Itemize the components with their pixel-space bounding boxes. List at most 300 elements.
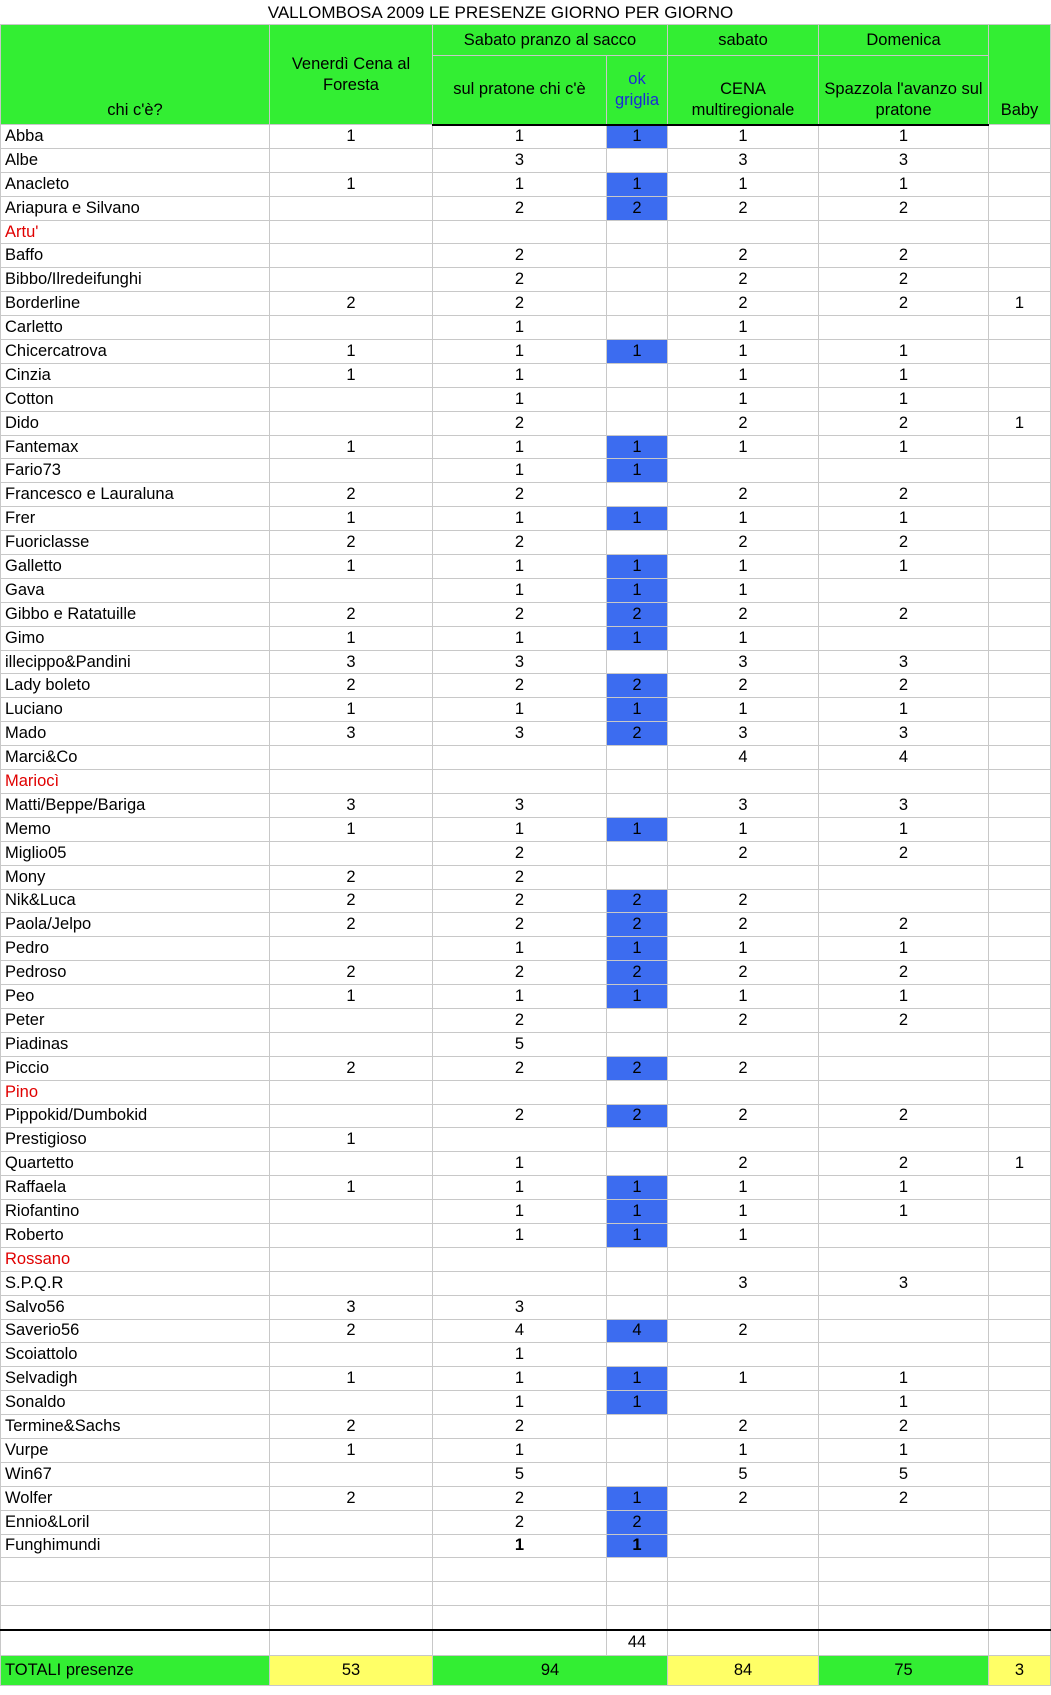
cell-griglia[interactable] bbox=[607, 148, 668, 172]
cell-cena[interactable]: 2 bbox=[668, 602, 819, 626]
cell-domenica[interactable]: 1 bbox=[819, 1391, 989, 1415]
cell-venerdi[interactable] bbox=[270, 1032, 433, 1056]
cell-pranzo[interactable]: 2 bbox=[433, 841, 607, 865]
cell-cena[interactable]: 2 bbox=[668, 1104, 819, 1128]
cell-venerdi[interactable]: 2 bbox=[270, 531, 433, 555]
cell-baby[interactable] bbox=[989, 793, 1051, 817]
cell-venerdi[interactable] bbox=[270, 148, 433, 172]
cell-cena[interactable]: 1 bbox=[668, 937, 819, 961]
cell-baby[interactable] bbox=[989, 1271, 1051, 1295]
cell-domenica[interactable] bbox=[819, 1558, 989, 1582]
header-chi[interactable]: chi c'è? bbox=[1, 25, 270, 125]
cell-griglia[interactable] bbox=[607, 1152, 668, 1176]
cell-cena[interactable]: 2 bbox=[668, 674, 819, 698]
header-ok-griglia[interactable] bbox=[607, 56, 668, 125]
cell-cena[interactable]: 1 bbox=[668, 1223, 819, 1247]
cell-venerdi[interactable] bbox=[270, 746, 433, 770]
cell-name[interactable]: Cotton bbox=[1, 387, 270, 411]
cell-griglia[interactable] bbox=[607, 1415, 668, 1439]
cell-domenica[interactable]: 1 bbox=[819, 937, 989, 961]
cell-domenica[interactable]: 1 bbox=[819, 340, 989, 364]
header-pratone[interactable]: sul pratone chi c'è bbox=[433, 56, 607, 125]
cell-venerdi[interactable] bbox=[270, 1223, 433, 1247]
cell-pranzo[interactable]: 1 bbox=[433, 1391, 607, 1415]
header-cena[interactable] bbox=[668, 56, 819, 125]
cell-name[interactable]: Bibbo/Ilredeifunghi bbox=[1, 268, 270, 292]
cell-venerdi[interactable]: 1 bbox=[270, 817, 433, 841]
cell-name[interactable]: Piccio bbox=[1, 1056, 270, 1080]
cell-griglia[interactable] bbox=[607, 1295, 668, 1319]
cell-domenica[interactable] bbox=[819, 459, 989, 483]
cell-cena[interactable]: 1 bbox=[668, 1438, 819, 1462]
cell-domenica[interactable] bbox=[819, 626, 989, 650]
cell-baby[interactable] bbox=[989, 1223, 1051, 1247]
cell-pranzo[interactable]: 1 bbox=[433, 316, 607, 340]
cell-venerdi[interactable] bbox=[270, 1558, 433, 1582]
cell-domenica[interactable] bbox=[819, 1295, 989, 1319]
cell-cena[interactable]: 1 bbox=[668, 125, 819, 149]
cell-baby[interactable] bbox=[989, 913, 1051, 937]
cell-pranzo[interactable]: 1 bbox=[433, 817, 607, 841]
cell-pranzo[interactable]: 1 bbox=[433, 626, 607, 650]
cell-pranzo[interactable]: 5 bbox=[433, 1462, 607, 1486]
cell-griglia[interactable] bbox=[607, 411, 668, 435]
cell-cena[interactable]: 4 bbox=[668, 746, 819, 770]
cell-pranzo[interactable]: 3 bbox=[433, 793, 607, 817]
cell-baby[interactable] bbox=[989, 1104, 1051, 1128]
cell-pranzo[interactable]: 2 bbox=[433, 674, 607, 698]
cell-venerdi[interactable] bbox=[270, 770, 433, 794]
cell-venerdi[interactable] bbox=[270, 937, 433, 961]
cell-name[interactable]: Funghimundi bbox=[1, 1534, 270, 1558]
cell-baby[interactable] bbox=[989, 387, 1051, 411]
cell-domenica[interactable]: 3 bbox=[819, 148, 989, 172]
cell-baby[interactable] bbox=[989, 1032, 1051, 1056]
cell-cena[interactable]: 2 bbox=[668, 1152, 819, 1176]
cell-cena[interactable]: 2 bbox=[668, 1008, 819, 1032]
cell-venerdi[interactable]: 1 bbox=[270, 340, 433, 364]
cell-cena[interactable]: 2 bbox=[668, 483, 819, 507]
cell-domenica[interactable]: 2 bbox=[819, 841, 989, 865]
cell-griglia[interactable]: 1 bbox=[607, 459, 668, 483]
cell-cena[interactable]: 3 bbox=[668, 722, 819, 746]
cell-venerdi[interactable]: 2 bbox=[270, 483, 433, 507]
cell-cena[interactable]: 1 bbox=[668, 578, 819, 602]
cell-pranzo[interactable]: 1 bbox=[433, 985, 607, 1009]
cell-name[interactable]: Pippokid/Dumbokid bbox=[1, 1104, 270, 1128]
cell-name[interactable]: Gimo bbox=[1, 626, 270, 650]
cell-domenica[interactable]: 4 bbox=[819, 746, 989, 770]
cell-pranzo[interactable] bbox=[433, 770, 607, 794]
cell-baby[interactable] bbox=[989, 1080, 1051, 1104]
cell-venerdi[interactable]: 1 bbox=[270, 1438, 433, 1462]
cell-venerdi[interactable]: 2 bbox=[270, 602, 433, 626]
cell-pranzo[interactable]: 2 bbox=[433, 1415, 607, 1439]
cell-domenica[interactable]: 1 bbox=[819, 507, 989, 531]
cell-name[interactable]: Riofantino bbox=[1, 1200, 270, 1224]
cell-name[interactable]: Vurpe bbox=[1, 1438, 270, 1462]
cell-pranzo[interactable]: 2 bbox=[433, 1056, 607, 1080]
cell-domenica[interactable]: 1 bbox=[819, 387, 989, 411]
cell-domenica[interactable]: 2 bbox=[819, 1104, 989, 1128]
cell-baby[interactable] bbox=[989, 1247, 1051, 1271]
cell-pranzo[interactable]: 1 bbox=[433, 1534, 607, 1558]
cell-baby[interactable] bbox=[989, 435, 1051, 459]
cell-griglia[interactable]: 1 bbox=[607, 435, 668, 459]
cell-pranzo[interactable]: 2 bbox=[433, 196, 607, 220]
cell-cena[interactable]: 2 bbox=[668, 292, 819, 316]
cell-baby[interactable] bbox=[989, 1415, 1051, 1439]
cell-venerdi[interactable]: 2 bbox=[270, 1415, 433, 1439]
cell-baby[interactable] bbox=[989, 626, 1051, 650]
sum-cell[interactable] bbox=[819, 1630, 989, 1656]
cell-cena[interactable]: 2 bbox=[668, 531, 819, 555]
header-sabato-pranzo[interactable]: Sabato pranzo al sacco bbox=[433, 25, 668, 56]
cell-baby[interactable]: 1 bbox=[989, 292, 1051, 316]
cell-domenica[interactable]: 3 bbox=[819, 722, 989, 746]
cell-pranzo[interactable] bbox=[433, 1247, 607, 1271]
cell-baby[interactable] bbox=[989, 1462, 1051, 1486]
cell-name[interactable]: Miglio05 bbox=[1, 841, 270, 865]
cell-name[interactable]: Artu' bbox=[1, 220, 270, 244]
cell-domenica[interactable] bbox=[819, 1582, 989, 1606]
cell-pranzo[interactable]: 1 bbox=[433, 435, 607, 459]
cell-name[interactable]: Raffaela bbox=[1, 1176, 270, 1200]
cell-name[interactable]: Borderline bbox=[1, 292, 270, 316]
cell-pranzo[interactable] bbox=[433, 746, 607, 770]
cell-domenica[interactable]: 2 bbox=[819, 1415, 989, 1439]
cell-domenica[interactable]: 2 bbox=[819, 961, 989, 985]
cell-baby[interactable] bbox=[989, 650, 1051, 674]
cell-name[interactable]: Chicercatrova bbox=[1, 340, 270, 364]
cell-venerdi[interactable] bbox=[270, 1008, 433, 1032]
sum-cell[interactable] bbox=[1, 1630, 270, 1656]
header-venerdi[interactable] bbox=[270, 25, 433, 125]
cell-cena[interactable]: 3 bbox=[668, 1271, 819, 1295]
cell-pranzo[interactable]: 2 bbox=[433, 411, 607, 435]
cell-baby[interactable] bbox=[989, 196, 1051, 220]
cell-griglia[interactable] bbox=[607, 1606, 668, 1630]
cell-griglia[interactable]: 1 bbox=[607, 1176, 668, 1200]
cell-domenica[interactable]: 2 bbox=[819, 411, 989, 435]
cell-baby[interactable] bbox=[989, 841, 1051, 865]
cell-name[interactable]: Frer bbox=[1, 507, 270, 531]
cell-baby[interactable] bbox=[989, 531, 1051, 555]
cell-baby[interactable] bbox=[989, 1510, 1051, 1534]
cell-baby[interactable] bbox=[989, 1056, 1051, 1080]
cell-venerdi[interactable] bbox=[270, 411, 433, 435]
cell-pranzo[interactable] bbox=[433, 1271, 607, 1295]
cell-baby[interactable] bbox=[989, 961, 1051, 985]
cell-baby[interactable] bbox=[989, 340, 1051, 364]
cell-domenica[interactable] bbox=[819, 889, 989, 913]
cell-venerdi[interactable]: 3 bbox=[270, 650, 433, 674]
cell-venerdi[interactable]: 1 bbox=[270, 1176, 433, 1200]
cell-cena[interactable] bbox=[668, 865, 819, 889]
cell-griglia[interactable] bbox=[607, 268, 668, 292]
cell-baby[interactable] bbox=[989, 746, 1051, 770]
header-domenica[interactable]: Domenica bbox=[819, 25, 989, 56]
cell-pranzo[interactable]: 4 bbox=[433, 1319, 607, 1343]
cell-venerdi[interactable] bbox=[270, 1200, 433, 1224]
cell-domenica[interactable]: 1 bbox=[819, 698, 989, 722]
cell-venerdi[interactable]: 2 bbox=[270, 961, 433, 985]
cell-name[interactable]: Scoiattolo bbox=[1, 1343, 270, 1367]
cell-baby[interactable] bbox=[989, 1582, 1051, 1606]
cell-griglia[interactable]: 1 bbox=[607, 507, 668, 531]
cell-venerdi[interactable] bbox=[270, 1343, 433, 1367]
cell-name[interactable]: Dido bbox=[1, 411, 270, 435]
cell-griglia[interactable]: 1 bbox=[607, 340, 668, 364]
cell-domenica[interactable]: 2 bbox=[819, 196, 989, 220]
cell-griglia[interactable]: 2 bbox=[607, 961, 668, 985]
cell-venerdi[interactable] bbox=[270, 459, 433, 483]
cell-domenica[interactable]: 2 bbox=[819, 244, 989, 268]
cell-domenica[interactable]: 1 bbox=[819, 985, 989, 1009]
cell-baby[interactable] bbox=[989, 602, 1051, 626]
cell-cena[interactable] bbox=[668, 1582, 819, 1606]
cell-griglia[interactable]: 1 bbox=[607, 1223, 668, 1247]
cell-baby[interactable] bbox=[989, 1319, 1051, 1343]
cell-cena[interactable] bbox=[668, 220, 819, 244]
cell-griglia[interactable] bbox=[607, 220, 668, 244]
cell-griglia[interactable] bbox=[607, 483, 668, 507]
cell-cena[interactable] bbox=[668, 1606, 819, 1630]
cell-cena[interactable] bbox=[668, 1343, 819, 1367]
cell-pranzo[interactable]: 2 bbox=[433, 531, 607, 555]
cell-pranzo[interactable] bbox=[433, 1558, 607, 1582]
cell-griglia[interactable]: 1 bbox=[607, 1534, 668, 1558]
cell-cena[interactable]: 1 bbox=[668, 817, 819, 841]
cell-baby[interactable] bbox=[989, 125, 1051, 149]
cell-cena[interactable]: 2 bbox=[668, 196, 819, 220]
cell-pranzo[interactable]: 2 bbox=[433, 244, 607, 268]
cell-cena[interactable]: 2 bbox=[668, 1319, 819, 1343]
cell-name[interactable]: Luciano bbox=[1, 698, 270, 722]
cell-baby[interactable] bbox=[989, 865, 1051, 889]
cell-venerdi[interactable] bbox=[270, 1271, 433, 1295]
cell-venerdi[interactable]: 1 bbox=[270, 698, 433, 722]
cell-pranzo[interactable] bbox=[433, 220, 607, 244]
cell-griglia[interactable] bbox=[607, 531, 668, 555]
cell-pranzo[interactable]: 1 bbox=[433, 387, 607, 411]
cell-cena[interactable] bbox=[668, 1391, 819, 1415]
cell-pranzo[interactable]: 1 bbox=[433, 1438, 607, 1462]
total-sabato-cena[interactable]: 84 bbox=[668, 1655, 819, 1685]
cell-domenica[interactable] bbox=[819, 220, 989, 244]
cell-griglia[interactable] bbox=[607, 292, 668, 316]
cell-cena[interactable]: 1 bbox=[668, 172, 819, 196]
cell-cena[interactable]: 2 bbox=[668, 244, 819, 268]
cell-venerdi[interactable] bbox=[270, 1582, 433, 1606]
cell-cena[interactable] bbox=[668, 770, 819, 794]
cell-griglia[interactable]: 1 bbox=[607, 698, 668, 722]
cell-domenica[interactable] bbox=[819, 770, 989, 794]
cell-cena[interactable]: 1 bbox=[668, 435, 819, 459]
cell-pranzo[interactable]: 1 bbox=[433, 363, 607, 387]
cell-griglia[interactable]: 2 bbox=[607, 674, 668, 698]
cell-baby[interactable] bbox=[989, 172, 1051, 196]
cell-griglia[interactable] bbox=[607, 1080, 668, 1104]
cell-griglia[interactable]: 1 bbox=[607, 555, 668, 579]
cell-cena[interactable]: 2 bbox=[668, 1415, 819, 1439]
cell-baby[interactable] bbox=[989, 578, 1051, 602]
cell-venerdi[interactable]: 1 bbox=[270, 985, 433, 1009]
total-domenica[interactable]: 75 bbox=[819, 1655, 989, 1685]
cell-name[interactable]: Ennio&Loril bbox=[1, 1510, 270, 1534]
cell-pranzo[interactable]: 2 bbox=[433, 1104, 607, 1128]
cell-cena[interactable]: 1 bbox=[668, 1367, 819, 1391]
cell-venerdi[interactable]: 2 bbox=[270, 1319, 433, 1343]
cell-cena[interactable] bbox=[668, 1080, 819, 1104]
cell-domenica[interactable]: 1 bbox=[819, 1200, 989, 1224]
cell-griglia[interactable] bbox=[607, 1558, 668, 1582]
cell-griglia[interactable]: 2 bbox=[607, 196, 668, 220]
cell-name[interactable]: Peo bbox=[1, 985, 270, 1009]
cell-domenica[interactable]: 3 bbox=[819, 650, 989, 674]
cell-griglia[interactable]: 2 bbox=[607, 602, 668, 626]
cell-domenica[interactable]: 1 bbox=[819, 555, 989, 579]
cell-baby[interactable] bbox=[989, 1008, 1051, 1032]
cell-baby[interactable] bbox=[989, 316, 1051, 340]
cell-cena[interactable] bbox=[668, 1558, 819, 1582]
cell-baby[interactable] bbox=[989, 1367, 1051, 1391]
cell-pranzo[interactable]: 2 bbox=[433, 889, 607, 913]
cell-griglia[interactable] bbox=[607, 1343, 668, 1367]
sum-cell[interactable] bbox=[668, 1630, 819, 1656]
cell-venerdi[interactable]: 3 bbox=[270, 793, 433, 817]
cell-baby[interactable] bbox=[989, 1606, 1051, 1630]
cell-baby[interactable] bbox=[989, 148, 1051, 172]
cell-domenica[interactable]: 2 bbox=[819, 602, 989, 626]
cell-name[interactable]: Gibbo e Ratatuille bbox=[1, 602, 270, 626]
cell-cena[interactable]: 1 bbox=[668, 698, 819, 722]
cell-pranzo[interactable]: 3 bbox=[433, 650, 607, 674]
cell-pranzo[interactable] bbox=[433, 1128, 607, 1152]
cell-domenica[interactable] bbox=[819, 1319, 989, 1343]
cell-name[interactable] bbox=[1, 1582, 270, 1606]
cell-name[interactable] bbox=[1, 1606, 270, 1630]
header-baby[interactable]: Baby bbox=[989, 25, 1051, 125]
cell-name[interactable]: Nik&Luca bbox=[1, 889, 270, 913]
sum-cell[interactable] bbox=[270, 1630, 433, 1656]
cell-griglia[interactable]: 1 bbox=[607, 1486, 668, 1510]
cell-baby[interactable] bbox=[989, 507, 1051, 531]
cell-name[interactable]: Roberto bbox=[1, 1223, 270, 1247]
cell-name[interactable]: Mony bbox=[1, 865, 270, 889]
cell-baby[interactable] bbox=[989, 459, 1051, 483]
cell-cena[interactable] bbox=[668, 459, 819, 483]
cell-baby[interactable] bbox=[989, 483, 1051, 507]
cell-name[interactable]: Albe bbox=[1, 148, 270, 172]
cell-griglia[interactable] bbox=[607, 793, 668, 817]
cell-baby[interactable] bbox=[989, 817, 1051, 841]
cell-name[interactable]: Galletto bbox=[1, 555, 270, 579]
cell-pranzo[interactable]: 5 bbox=[433, 1032, 607, 1056]
cell-griglia[interactable] bbox=[607, 1582, 668, 1606]
cell-baby[interactable] bbox=[989, 937, 1051, 961]
cell-baby[interactable] bbox=[989, 889, 1051, 913]
cell-domenica[interactable] bbox=[819, 578, 989, 602]
cell-griglia[interactable] bbox=[607, 1462, 668, 1486]
cell-name[interactable]: Fuoriclasse bbox=[1, 531, 270, 555]
cell-baby[interactable] bbox=[989, 1343, 1051, 1367]
cell-pranzo[interactable]: 3 bbox=[433, 722, 607, 746]
cell-domenica[interactable]: 1 bbox=[819, 1438, 989, 1462]
cell-domenica[interactable] bbox=[819, 1128, 989, 1152]
cell-name[interactable]: Cinzia bbox=[1, 363, 270, 387]
cell-domenica[interactable] bbox=[819, 1343, 989, 1367]
cell-name[interactable]: Gava bbox=[1, 578, 270, 602]
cell-cena[interactable]: 1 bbox=[668, 626, 819, 650]
cell-domenica[interactable] bbox=[819, 1606, 989, 1630]
cell-pranzo[interactable]: 1 bbox=[433, 1223, 607, 1247]
cell-domenica[interactable]: 2 bbox=[819, 1486, 989, 1510]
cell-baby[interactable] bbox=[989, 722, 1051, 746]
cell-griglia[interactable]: 4 bbox=[607, 1319, 668, 1343]
cell-domenica[interactable]: 2 bbox=[819, 268, 989, 292]
cell-pranzo[interactable]: 2 bbox=[433, 268, 607, 292]
cell-venerdi[interactable]: 1 bbox=[270, 507, 433, 531]
cell-name[interactable]: illecippo&Pandini bbox=[1, 650, 270, 674]
cell-baby[interactable] bbox=[989, 220, 1051, 244]
cell-baby[interactable]: 1 bbox=[989, 411, 1051, 435]
cell-venerdi[interactable] bbox=[270, 220, 433, 244]
cell-name[interactable]: Prestigioso bbox=[1, 1128, 270, 1152]
cell-venerdi[interactable]: 1 bbox=[270, 1128, 433, 1152]
cell-domenica[interactable]: 2 bbox=[819, 531, 989, 555]
cell-domenica[interactable]: 1 bbox=[819, 1367, 989, 1391]
cell-domenica[interactable]: 2 bbox=[819, 292, 989, 316]
header-sabato[interactable]: sabato bbox=[668, 25, 819, 56]
cell-griglia[interactable]: 2 bbox=[607, 1104, 668, 1128]
cell-venerdi[interactable]: 1 bbox=[270, 435, 433, 459]
cell-name[interactable]: Mariocì bbox=[1, 770, 270, 794]
sum-cell[interactable] bbox=[989, 1630, 1051, 1656]
cell-pranzo[interactable]: 3 bbox=[433, 1295, 607, 1319]
cell-venerdi[interactable]: 1 bbox=[270, 125, 433, 149]
cell-venerdi[interactable] bbox=[270, 387, 433, 411]
cell-venerdi[interactable] bbox=[270, 196, 433, 220]
cell-venerdi[interactable]: 2 bbox=[270, 674, 433, 698]
total-venerdi[interactable]: 53 bbox=[270, 1655, 433, 1685]
cell-baby[interactable] bbox=[989, 674, 1051, 698]
cell-cena[interactable]: 3 bbox=[668, 148, 819, 172]
cell-cena[interactable]: 5 bbox=[668, 1462, 819, 1486]
cell-griglia[interactable] bbox=[607, 1008, 668, 1032]
cell-venerdi[interactable]: 2 bbox=[270, 1056, 433, 1080]
cell-venerdi[interactable]: 1 bbox=[270, 172, 433, 196]
cell-cena[interactable]: 2 bbox=[668, 841, 819, 865]
cell-griglia[interactable] bbox=[607, 770, 668, 794]
cell-pranzo[interactable]: 2 bbox=[433, 483, 607, 507]
cell-venerdi[interactable] bbox=[270, 1510, 433, 1534]
cell-venerdi[interactable] bbox=[270, 1462, 433, 1486]
cell-griglia[interactable]: 1 bbox=[607, 985, 668, 1009]
cell-domenica[interactable] bbox=[819, 865, 989, 889]
cell-cena[interactable]: 1 bbox=[668, 1200, 819, 1224]
cell-baby[interactable] bbox=[989, 363, 1051, 387]
cell-name[interactable] bbox=[1, 1558, 270, 1582]
cell-venerdi[interactable] bbox=[270, 1152, 433, 1176]
cell-name[interactable]: Pedroso bbox=[1, 961, 270, 985]
cell-name[interactable]: Peter bbox=[1, 1008, 270, 1032]
cell-name[interactable]: Wolfer bbox=[1, 1486, 270, 1510]
cell-pranzo[interactable]: 1 bbox=[433, 172, 607, 196]
cell-name[interactable]: Pedro bbox=[1, 937, 270, 961]
cell-baby[interactable] bbox=[989, 244, 1051, 268]
cell-griglia[interactable] bbox=[607, 1032, 668, 1056]
